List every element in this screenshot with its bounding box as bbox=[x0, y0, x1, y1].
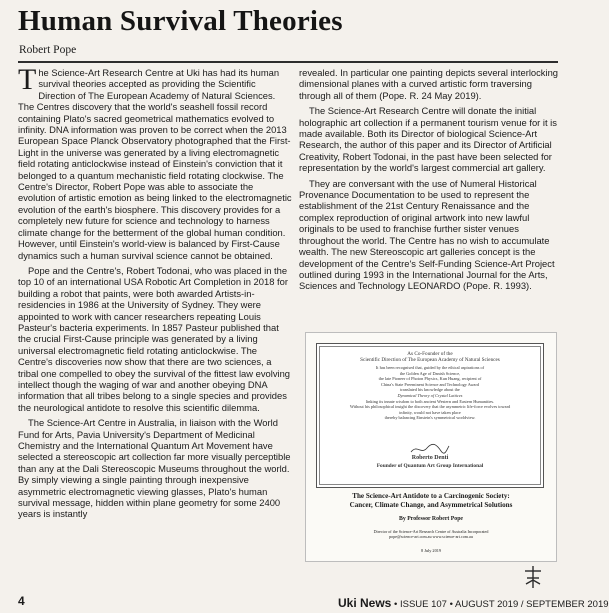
article-title: Human Survival Theories bbox=[18, 5, 343, 37]
paragraph-2: Pope and the Centre's, Robert Todonai, who was placed in the top 10 of an international USA Robotic Art Completion in 2018 for building a robot that paints, were both awarded Artists-in-residencies in 1986 at the University of Sydney. They were appointed to work with cancer researchers repeating Louis Pasteur's bacteria experiments. In 1857 Pasteur published that the crucial First-Cause principle was generated by a living universal electromagnetic field rotating anticlockwise. The Centre's discoveries now show that there are two sciences, a tribal one compelled to obey the survival of the fittest law evolving intellect though the waging of war and another obeying DNA information that all tribes belong to a single species and provides the neurological antidote to resolve this scientific dilemma. bbox=[18, 264, 291, 413]
signature-name: Roberto Denti bbox=[411, 455, 449, 461]
article-author: Robert Pope bbox=[19, 44, 77, 56]
paragraph-6: They are conversant with the use of Numeral Historical Provenance Documentation to be used to represent the establishment of the 21st Century Renaissance and the complex reproduction of original artwork into new lawful originals to be used to franchise further sister venues throughout the world. The Centre has no wish to accumulate wealth. The new Stereoscopic art galleries concept is the development of the Centre's Self-Funding Science-Art Project outlined during 1993 in the International Journal for the Arts, Sciences and Technology LEONARDO (Pope. R. 1993). bbox=[299, 177, 555, 292]
issue-info: • ISSUE 107 • AUGUST 2019 / SEPTEMBER 2019 bbox=[394, 599, 609, 610]
footer-masthead bbox=[338, 596, 609, 610]
certificate-frame bbox=[316, 343, 544, 488]
paragraph-1-text: he Science-Art Research Centre at Uki has had its human survival theories accepted as providing the Scientific Direction of The European Academy of Natural Sciences. The Centres discovery that the world's seashell fossil record containing Plato's sacred geometrical mathematics evolved to infinity. DNA information was proven to be correct when the 2013 European Space Planck Observatory photographed that the First-Light in the universe was generated by a living electromagnetic field rotating anticlockwise instead of Einstein's conviction that it belonged to a quantum mechanistic field rotating clockwise. The Centre's Director, Robert Pope was able to associate the evolution of artistic emotion as being linked to the electromagnetic evolution of the earth's biosphere. This discovery provides for a completely new future for science and technology to harness climate change for the betterment of the global human condition. However, until Einstein's world-view is balanced by First-Cause dynamics such a human survival science cannot be obtained. bbox=[18, 67, 292, 261]
certificate-byline: By Professor Robert Pope bbox=[398, 516, 464, 522]
signature-title: Founder of Quantum Art Group International bbox=[376, 463, 484, 469]
magazine-name: Uki News bbox=[338, 596, 392, 610]
left-column bbox=[18, 63, 292, 524]
right-column bbox=[299, 67, 558, 296]
signature-scribble bbox=[409, 443, 451, 455]
paragraph-1 bbox=[18, 63, 292, 261]
drop-cap: T bbox=[18, 63, 37, 96]
certificate-date: 8 July 2019 bbox=[420, 548, 442, 553]
certificate-header: As Co-Founder of the Scientific Direction of The European Academy of Natural Sciences bbox=[360, 351, 500, 364]
centre-logo-icon bbox=[522, 564, 544, 590]
certificate-director: Director of the Science-Art Research Centre of Australia Incorporated pope@science-art.com.au www.science-art.com.au bbox=[373, 529, 489, 539]
paragraph-4: revealed. In particular one painting depicts several interlocking dimensional planes with a curved artistic form traversing through all of them (Pope. R. 24 May 2019). bbox=[299, 67, 559, 101]
certificate-heading: The Science-Art Antidote to a Carcinogenic Society: Cancer, Climate Change, and Asymmetrical Solutions bbox=[349, 492, 513, 510]
certificate-insert bbox=[305, 332, 557, 562]
paragraph-3: The Science-Art Centre in Australia, in liaison with the World Fund for Arts, Pavia University's Department of Medicinal Chemistry and the International Quantum Art Movement have selected a stereoscopic art collection far more visually perceptible than any at the Dali Stereoscopic Museums throughout the world. By simply viewing a single painting through inexpensive asymmetric electromagnetic viewing glasses, Plato's human survival message, hidden within plane geometry for some 2400 years is instantly bbox=[18, 417, 291, 520]
paragraph-5: The Science-Art Research Centre will donate the initial holographic art collection if a permanent tourism venue for it is made available. Both its Director of biological Science-Art Research, the author of this paper and its Director of Artificial Creativity, Robert Todonai, in the past have been selected for representation by the world's largest commercial art gallery. bbox=[299, 105, 557, 174]
title-rule bbox=[18, 61, 558, 63]
certificate-body: It has been recognised that, guided by the ethical aspirations of the Golden Age of Danish Science, the late Pioneer of Photon Physics, Kun Huang, recipient of China's State Preeminent Science and Technology Award translated his knowledge about the Dynamical Theory of Crystal Lattices linking its innate wisdom to both ancient Western and Eastern Humanities. Without his philosophical insight the discovery that the asymmetric life-force evolves toward infinity, would not have taken place thereby balancing Einstein's symmetrical worldview. bbox=[349, 365, 511, 421]
page-number: 4 bbox=[18, 594, 25, 608]
